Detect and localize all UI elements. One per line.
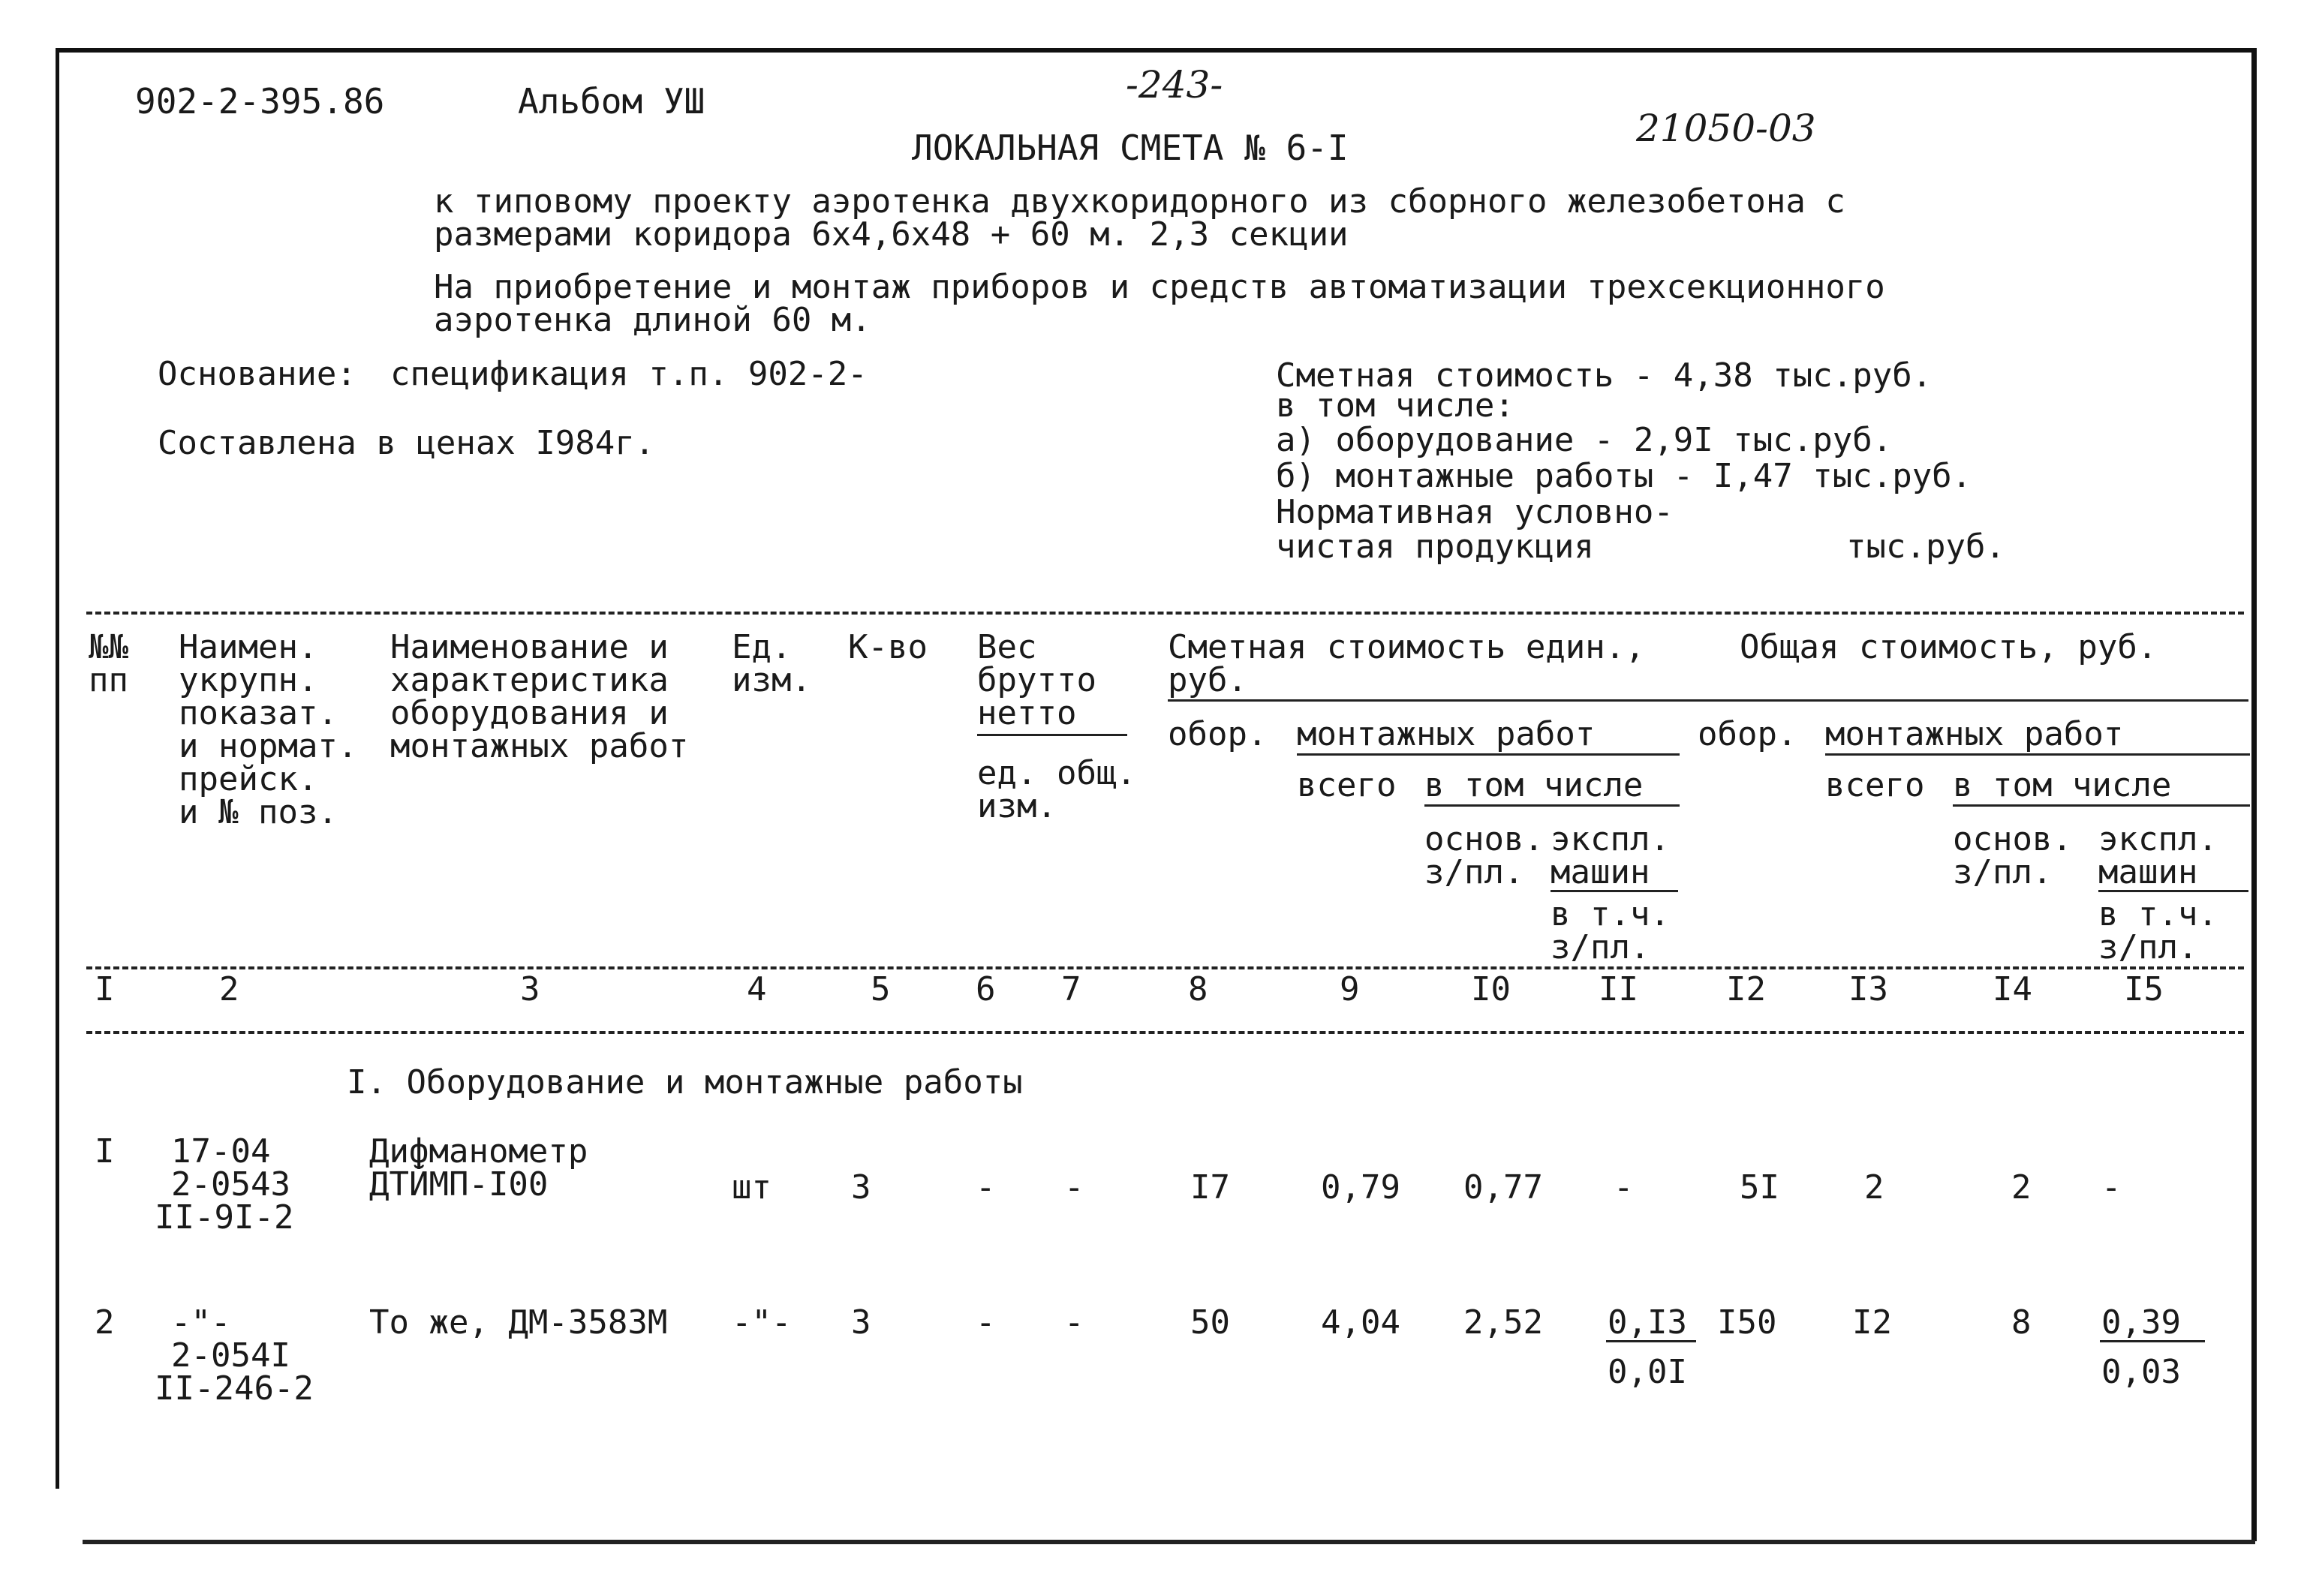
normative-label: Нормативная условно- bbox=[1276, 493, 1674, 531]
header-top-rule bbox=[86, 612, 2244, 615]
weight-net-header: нетто bbox=[977, 694, 1077, 732]
numbers-bottom-rule bbox=[86, 1031, 2244, 1034]
weight-net-rule bbox=[977, 734, 1127, 736]
row-unit: -"- bbox=[732, 1303, 792, 1342]
description-line-1: к типовому проекту аэротенка двухкоридорного из сборного железобетона с bbox=[434, 182, 1845, 221]
col-number-15: I5 bbox=[2124, 970, 2164, 1008]
col-number-1: I bbox=[95, 970, 115, 1008]
cost-installation: б) монтажные работы - I,47 тыс.руб. bbox=[1276, 457, 1972, 495]
row-total-ekspl: 0,39 bbox=[2101, 1303, 2181, 1342]
row-total-ekspl-wage: 0,03 bbox=[2101, 1353, 2181, 1391]
col-number-2: 2 bbox=[219, 970, 239, 1008]
row-code-1: 17-04 bbox=[171, 1132, 271, 1171]
row-unit-osnov: 2,52 bbox=[1463, 1303, 1543, 1342]
row-unit-ekspl: 0,I3 bbox=[1608, 1303, 1687, 1342]
unit-cost-rub: руб. bbox=[1168, 661, 1247, 699]
unit-vsego-header: всего bbox=[1297, 766, 1397, 804]
unit-vtom-rule bbox=[1424, 804, 1680, 807]
row-name-2: ДТЙМП-I00 bbox=[369, 1165, 549, 1204]
col-number-4: 4 bbox=[747, 970, 767, 1008]
row-total-ekspl: - bbox=[2101, 1168, 2122, 1207]
total-vtom-rule bbox=[1953, 804, 2250, 807]
row-code-2: 2-0543 bbox=[171, 1165, 290, 1204]
frame-bottom-border bbox=[83, 1540, 2255, 1544]
col-code-header-5: прейск. bbox=[179, 760, 318, 798]
col-num-header-1: №№ bbox=[89, 628, 128, 666]
prices-note: Составлена в ценах I984г. bbox=[158, 424, 655, 462]
col-code-header-6: и № поз. bbox=[179, 793, 338, 831]
row-code-2: 2-054I bbox=[171, 1336, 290, 1375]
row-unit-osnov: 0,77 bbox=[1463, 1168, 1543, 1207]
row-unit-vsego: 0,79 bbox=[1321, 1168, 1400, 1207]
col-code-header-2: укрупн. bbox=[179, 661, 318, 699]
weight-unit-header-2: изм. bbox=[977, 787, 1057, 825]
row-total-obor: I50 bbox=[1717, 1303, 1777, 1342]
row-unit-vsego: 4,04 bbox=[1321, 1303, 1400, 1342]
row-name-1: Дифманометр bbox=[369, 1132, 588, 1171]
unit-vtch-header-2: з/пл. bbox=[1551, 928, 1650, 966]
col-number-6: 6 bbox=[976, 970, 996, 1008]
row-unit-ekspl: - bbox=[1614, 1168, 1634, 1207]
description-line-4: аэротенка длиной 60 м. bbox=[434, 301, 871, 339]
description-line-3: На приобретение и монтаж приборов и средств автоматизации трехсекционного bbox=[434, 268, 1885, 306]
col-number-8: 8 bbox=[1188, 970, 1208, 1008]
col-number-5: 5 bbox=[871, 970, 891, 1008]
total-vtch-header-2: з/пл. bbox=[2098, 928, 2198, 966]
unit-osnov-header-2: з/пл. bbox=[1424, 853, 1524, 891]
row-weight-unit: - bbox=[976, 1168, 996, 1207]
weight-gross-header: брутто bbox=[977, 661, 1096, 699]
registration-number: 21050-03 bbox=[1636, 107, 1816, 150]
col-number-3: 3 bbox=[520, 970, 540, 1008]
total-osnov-header-2: з/пл. bbox=[1953, 853, 2053, 891]
net-product-unit: тыс.руб. bbox=[1846, 527, 2005, 566]
col-code-header-1: Наимен. bbox=[179, 628, 318, 666]
unit-ekspl-header-2: машин bbox=[1551, 853, 1650, 891]
row-total-osnov: 8 bbox=[2011, 1303, 2032, 1342]
row-weight-unit: - bbox=[976, 1303, 996, 1342]
net-product-label: чистая продукция bbox=[1276, 527, 1594, 566]
row-qty: 3 bbox=[851, 1168, 871, 1207]
row-unit: шт bbox=[732, 1168, 772, 1207]
row-number: I bbox=[95, 1132, 115, 1171]
row-weight-total: - bbox=[1064, 1303, 1084, 1342]
col-number-13: I3 bbox=[1848, 970, 1888, 1008]
row-name-1: То же, ДМ-3583М bbox=[369, 1303, 668, 1342]
unit-osnov-header-1: основ. bbox=[1424, 820, 1544, 858]
row-code-1: -"- bbox=[171, 1303, 231, 1342]
col-name-header-3: оборудования и bbox=[390, 694, 669, 732]
total-vtch-header-1: в т.ч. bbox=[2098, 895, 2218, 933]
col-number-7: 7 bbox=[1061, 970, 1081, 1008]
header-bottom-rule bbox=[86, 966, 2244, 969]
col-number-11: II bbox=[1599, 970, 1638, 1008]
row-total-ekspl-rule bbox=[2100, 1340, 2205, 1342]
unit-mont-rule bbox=[1297, 753, 1680, 756]
total-ekspl-header-1: экспл. bbox=[2098, 820, 2218, 858]
unit-cost-header: Сметная стоимость един., bbox=[1168, 628, 1645, 666]
cost-including: в том числе: bbox=[1276, 386, 1514, 425]
row-unit-obor: I7 bbox=[1190, 1168, 1230, 1207]
unit-vtch-header-1: в т.ч. bbox=[1551, 895, 1670, 933]
unit-ekspl-header-1: экспл. bbox=[1551, 820, 1670, 858]
row-weight-total: - bbox=[1064, 1168, 1084, 1207]
total-osnov-header-1: основ. bbox=[1953, 820, 2072, 858]
row-unit-obor: 50 bbox=[1190, 1303, 1230, 1342]
row-total-obor: 5I bbox=[1740, 1168, 1779, 1207]
col-unit-header-2: изм. bbox=[732, 661, 811, 699]
weight-unit-header-1: ед. общ. bbox=[977, 754, 1136, 792]
basis-value: спецификация т.п. 902-2- bbox=[390, 355, 868, 393]
unit-vtom-header: в том числе bbox=[1424, 766, 1644, 804]
cost-total: Сметная стоимость - 4,38 тыс.руб. bbox=[1276, 356, 1933, 395]
row-total-vsego: I2 bbox=[1852, 1303, 1892, 1342]
frame-right-border bbox=[2251, 48, 2257, 1541]
unit-obor-header: обор. bbox=[1168, 715, 1268, 753]
frame-left-border bbox=[56, 48, 59, 1489]
unit-ekspl-rule bbox=[1551, 890, 1678, 892]
col-name-header-4: монтажных работ bbox=[390, 727, 689, 765]
col-code-header-4: и нормат. bbox=[179, 727, 358, 765]
row-code-3: II-9I-2 bbox=[155, 1198, 294, 1237]
section-title: I. Оборудование и монтажные работы bbox=[347, 1063, 1023, 1102]
col-code-header-3: показат. bbox=[179, 694, 338, 732]
col-name-header-1: Наименование и bbox=[390, 628, 669, 666]
weight-header: Вес bbox=[977, 628, 1037, 666]
page-number: -243- bbox=[1126, 63, 1223, 107]
col-name-header-2: характеристика bbox=[390, 661, 669, 699]
frame-top-border bbox=[59, 48, 2256, 53]
cost-equipment: а) оборудование - 2,9I тыс.руб. bbox=[1276, 421, 1893, 459]
unit-mont-header: монтажных работ bbox=[1297, 715, 1596, 753]
total-vsego-header: всего bbox=[1825, 766, 1925, 804]
description-line-2: размерами коридора 6х4,6х48 + 60 м. 2,3 секции bbox=[434, 215, 1349, 254]
row-total-osnov: 2 bbox=[2011, 1168, 2032, 1207]
row-number: 2 bbox=[95, 1303, 115, 1342]
total-vtom-header: в том числе bbox=[1953, 766, 2172, 804]
document-title: ЛОКАЛЬНАЯ СМЕТА № 6-I bbox=[912, 128, 1349, 168]
total-obor-header: обор. bbox=[1698, 715, 1797, 753]
col-number-10: I0 bbox=[1471, 970, 1511, 1008]
total-ekspl-rule bbox=[2098, 890, 2248, 892]
total-mont-header: монтажных работ bbox=[1825, 715, 2124, 753]
basis-label: Основание: bbox=[158, 355, 356, 393]
col-qty-header: К-во bbox=[848, 628, 928, 666]
row-code-3: II-246-2 bbox=[155, 1369, 314, 1408]
total-cost-header: Общая стоимость, руб. bbox=[1740, 628, 2158, 666]
row-qty: 3 bbox=[851, 1303, 871, 1342]
album-label: Альбом УШ bbox=[518, 81, 705, 122]
document-code: 902-2-395.86 bbox=[135, 81, 385, 122]
total-mont-rule bbox=[1825, 753, 2250, 756]
col-number-14: I4 bbox=[1993, 970, 2032, 1008]
row-total-vsego: 2 bbox=[1864, 1168, 1884, 1207]
row-unit-ekspl-wage: 0,0I bbox=[1608, 1353, 1687, 1391]
cost-group-rule bbox=[1168, 699, 2248, 702]
col-number-12: I2 bbox=[1726, 970, 1766, 1008]
col-unit-header-1: Ед. bbox=[732, 628, 792, 666]
col-number-9: 9 bbox=[1340, 970, 1360, 1008]
col-num-header-2: пп bbox=[89, 661, 128, 699]
row-unit-ekspl-rule bbox=[1606, 1340, 1696, 1342]
total-ekspl-header-2: машин bbox=[2098, 853, 2198, 891]
